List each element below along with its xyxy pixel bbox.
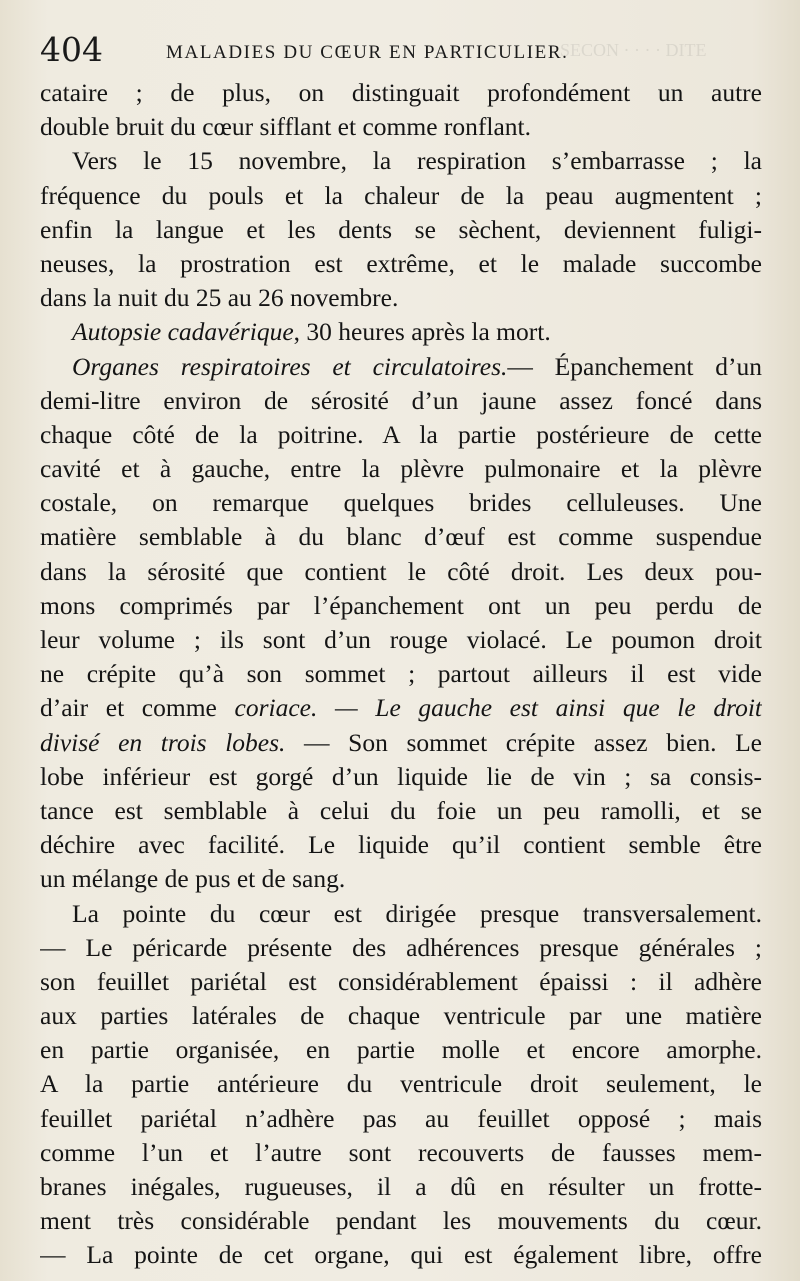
text-line-autopsie: Autopsie cadavérique, 30 heures après la mort. [72,317,551,347]
text-line-divise: divisé en trois lobes. — Son sommet crépite assez bien. Le [40,727,762,757]
text-line: La pointe du cœur est dirigée presque transversalement. [72,898,762,928]
text-line: tance est semblable à celui du foie un peu ramolli, et se [40,795,762,825]
text-line: chaque côté de la poitrine. A la partie postérieure de cette [40,419,762,449]
text-line: son feuillet pariétal est considérablement épaissi : il adhère [40,966,762,996]
text-line: cavité et à gauche, entre la plèvre pulmonaire et la plèvre [40,454,762,484]
text-line: A la partie antérieure du ventricule droit seulement, le [40,1069,762,1099]
text-line: dans la sérosité que contient le côté droit. Les deux pou- [40,556,762,586]
text-line: neuses, la prostration est extrême, et le malade succombe [40,248,762,278]
text-line: déchire avec facilité. Le liquide qu’il contient semble être [40,830,762,860]
text-line: feuillet pariétal n’adhère pas au feuillet opposé ; mais [40,1103,762,1133]
text-line: — Le péricarde présente des adhérences presque générales ; [40,932,762,962]
text-line: en partie organisée, en partie molle et encore amorphe. [40,1035,762,1065]
text-line: matière semblable à du blanc d’œuf est comme suspendue [40,522,762,552]
show-through-text: SECON · · · · DITE [560,40,707,60]
text-line-coriace: d’air et comme coriace. — Le gauche est ainsi que le droit [40,693,762,723]
italic-heading: Autopsie cadavérique [72,317,294,347]
text-line: leur volume ; ils sont d’un rouge violacé. Le poumon droit [40,625,762,654]
page-number: 404 [40,30,103,69]
body-text [40,76,762,1273]
text-line: aux parties latérales de chaque ventricule par une matière [40,1001,762,1031]
text-line: comme l’un et l’autre sont recouverts de fausses mem- [40,1137,762,1167]
page-header [40,28,762,74]
text-line: costale, on remarque quelques brides celluleuses. Une [40,488,762,518]
text-line: Vers le 15 novembre, la respiration s’embarrasse ; la [72,146,762,176]
text-line: double bruit du cœur sifflant et comme ronflant. [40,112,531,142]
text-line: ment très considérable pendant les mouvements du cœur. [40,1206,762,1236]
text-line: branes inégales, rugueuses, il a dû en résulter un frotte- [40,1172,762,1201]
text-line: fréquence du pouls et la chaleur de la peau augmentent ; [40,180,762,210]
italic-phrase: coriace. — Le gauche est ainsi que le droit [234,693,762,723]
text-line-organes: Organes respiratoires et circulatoires.— Épanchement d’un [72,351,762,381]
text-line: ne crépite qu’à son sommet ; partout ailleurs il est vide [40,659,762,689]
italic-phrase: divisé en trois lobes. [40,727,286,757]
text-line: mons comprimés par l’épanchement ont un peu perdu de [40,590,762,620]
text-line: un mélange de pus et de sang. [40,864,346,894]
text-line: demi-litre environ de sérosité d’un jaune assez foncé dans [40,385,762,415]
italic-heading: Organes respiratoires et circulatoires. [72,351,508,381]
text-line: enfin la langue et les dents se sèchent, deviennent fuligi- [40,214,762,244]
text-line: cataire ; de plus, on distinguait profondément un autre [40,78,762,107]
text-line: — La pointe de cet organe, qui est également libre, offre [40,1240,762,1270]
running-head: MALADIES DU CŒUR EN PARTICULIER. [166,42,569,63]
text-line: dans la nuit du 25 au 26 novembre. [40,283,399,313]
text-line: lobe inférieur est gorgé d’un liquide lie de vin ; sa consis- [40,761,762,791]
